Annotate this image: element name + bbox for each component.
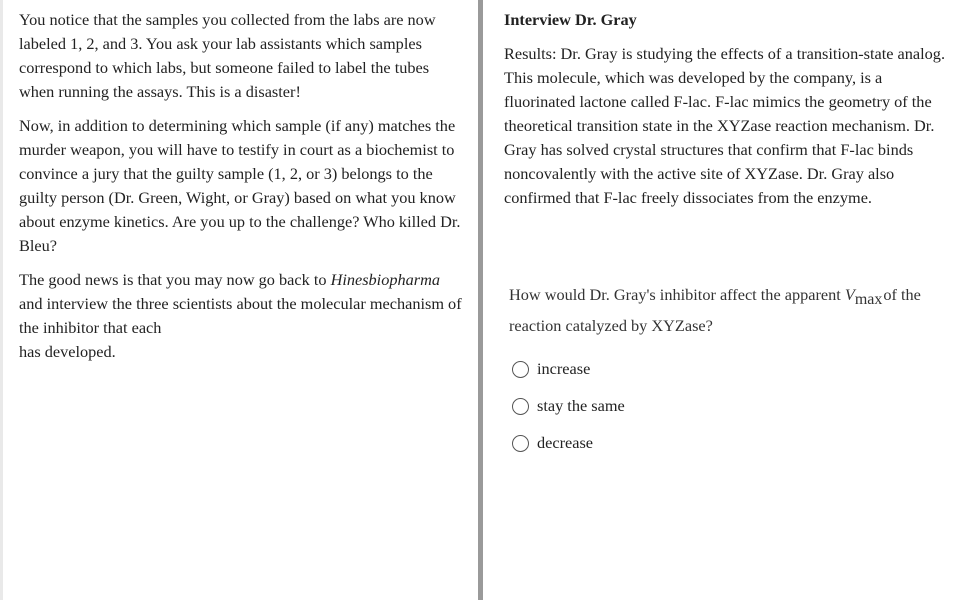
good-news-paragraph (19, 268, 464, 364)
vmax-subscript: max (854, 291, 883, 308)
right-pane (483, 0, 958, 600)
option-label: decrease (537, 433, 594, 452)
good-news-text-end: and interview the three scientists about the molecular mechanism of the inhibitor that each (19, 294, 462, 337)
radio-button[interactable] (512, 398, 529, 415)
option-decrease[interactable] (512, 429, 625, 457)
option-stay-the-same[interactable] (512, 392, 625, 420)
results-paragraph: Results: Dr. Gray is studying the effects of a transition-state analog. This molecule, which was developed by the company, is a fluorinated lactone called F-lac. F-lac mimics the geometry of the theoretical transition state in the XYZase reaction mechanism. Dr. Gray has solved crystal structures that confirm that F-lac binds noncovalently with the active site of XYZase. Dr. Gray also confirmed that F-lac freely dissociates from the enzyme. (504, 44, 946, 207)
option-label: stay the same (537, 396, 625, 415)
radio-button[interactable] (512, 435, 529, 452)
question-prefix: How would Dr. Gray's inhibitor affect the apparent (509, 285, 845, 304)
intro-paragraph: You notice that the samples you collected from the labs are now labeled 1, 2, and 3. You ask your lab assistants which samples correspond to which labs, but someone failed to label the tubes when running the assays. This is a disaster! (19, 10, 436, 101)
company-name: Hinesbiopharma (330, 270, 441, 289)
good-news-text-start: The good news is that you may now go back to (19, 270, 331, 289)
question-suffix: of the reaction catalyzed by XYZase? (509, 285, 921, 335)
interview-title: Interview Dr. Gray (504, 10, 637, 29)
radio-button[interactable] (512, 361, 529, 378)
vmax-variable: V (844, 285, 855, 304)
option-increase[interactable] (512, 355, 625, 383)
good-news-text-last: has developed. (19, 342, 116, 361)
answer-options (512, 355, 625, 466)
option-label: increase (537, 359, 591, 378)
challenge-paragraph: Now, in addition to determining which sample (if any) matches the murder weapon, you will have to testify in court as a biochemist to convince a jury that the guilty sample (1, 2, or 3) belongs to the guilty person (Dr. Green, Wight, or Gray) based on what you know about enzyme kinetics. Are you up to the challenge? Who killed Dr. Bleu? (19, 116, 461, 255)
left-pane (0, 0, 476, 600)
question-text (509, 280, 949, 341)
